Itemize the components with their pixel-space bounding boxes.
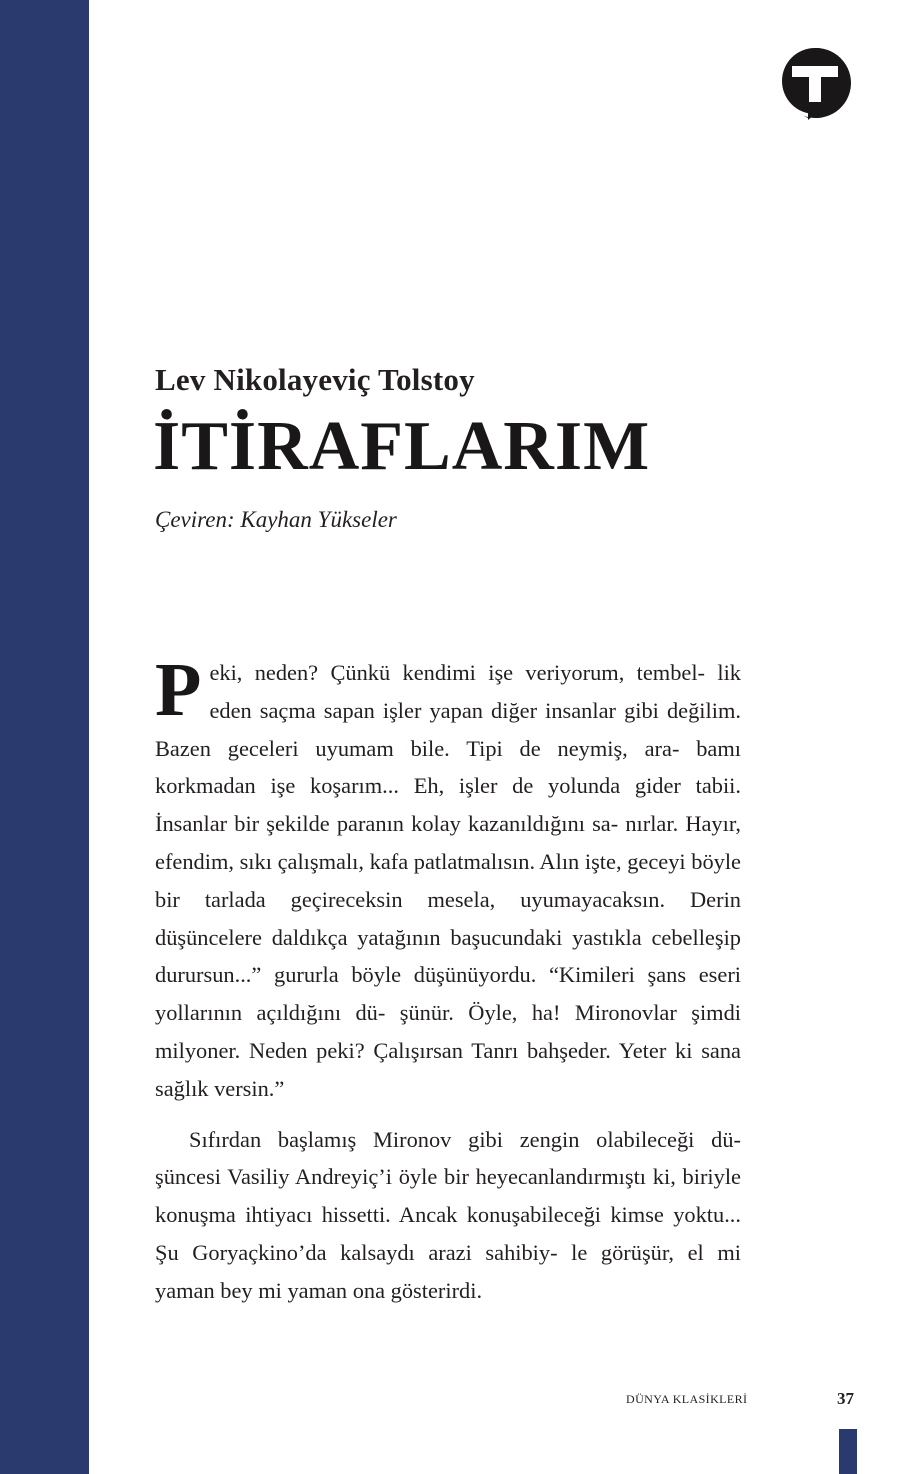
publisher-t-logo-icon — [778, 46, 852, 120]
body-text — [155, 648, 741, 1310]
translator-credit: Çeviren: Kayhan Yükseler — [155, 507, 397, 532]
paragraph-1 — [155, 648, 741, 1108]
drop-cap: P — [155, 648, 202, 732]
series-name: DÜNYA KLASİKLERİ — [626, 1392, 748, 1406]
page-tab-marker — [839, 1429, 857, 1474]
page-title: İTİRAFLARIM — [153, 408, 651, 485]
paragraph-1-text: eki, neden? Çünkü kendimi işe veriyorum, tembel- lik eden saçma sapan işler yapan diğer insanlar gibi değilim. Bazen geceleri uyumam bile. Tipi de neymiş, ara- bamı korkmadan işe koşarım... Eh, işler de yolunda gider tabii. İnsanlar bir şekilde paranın kolay kazanıldığını sa- nırlar. Hayır, efendim, sıkı çalışmalı, kafa patlatmalısın. Alın işte, geceyi böyle bir tarlada geçireceksin mesela, uyumayacaksın. Derin düşüncelere daldıkça yatağının başucundaki yastıkla cebelleşip durursun...” gururla böyle düşünüyordu. “Kimileri şans eseri yollarının açıldığını dü- şünür. Öyle, ha! Mironovlar şimdi milyoner. Neden peki? Çalışırsan Tanrı bahşeder. Yeter ki sana sağlık versin.” — [155, 660, 741, 1101]
side-color-band — [0, 0, 89, 1474]
paragraph-2: Sıfırdan başlamış Mironov gibi zengin olabileceği dü- şüncesi Vasiliy Andreyiç’i öyle bir heyecanlandırmıştı ki, biriyle konuşma ihtiyacı hissetti. Ancak konuşabileceği kimse yoktu... Şu Goryaçkino’da kalsaydı arazi sahibiy- le görüşür, el mi yaman bey mi yaman ona gösterirdi. — [155, 1126, 741, 1303]
page-number: 37 — [837, 1389, 854, 1408]
author-name: Lev Nikolayeviç Tolstoy — [155, 362, 475, 397]
